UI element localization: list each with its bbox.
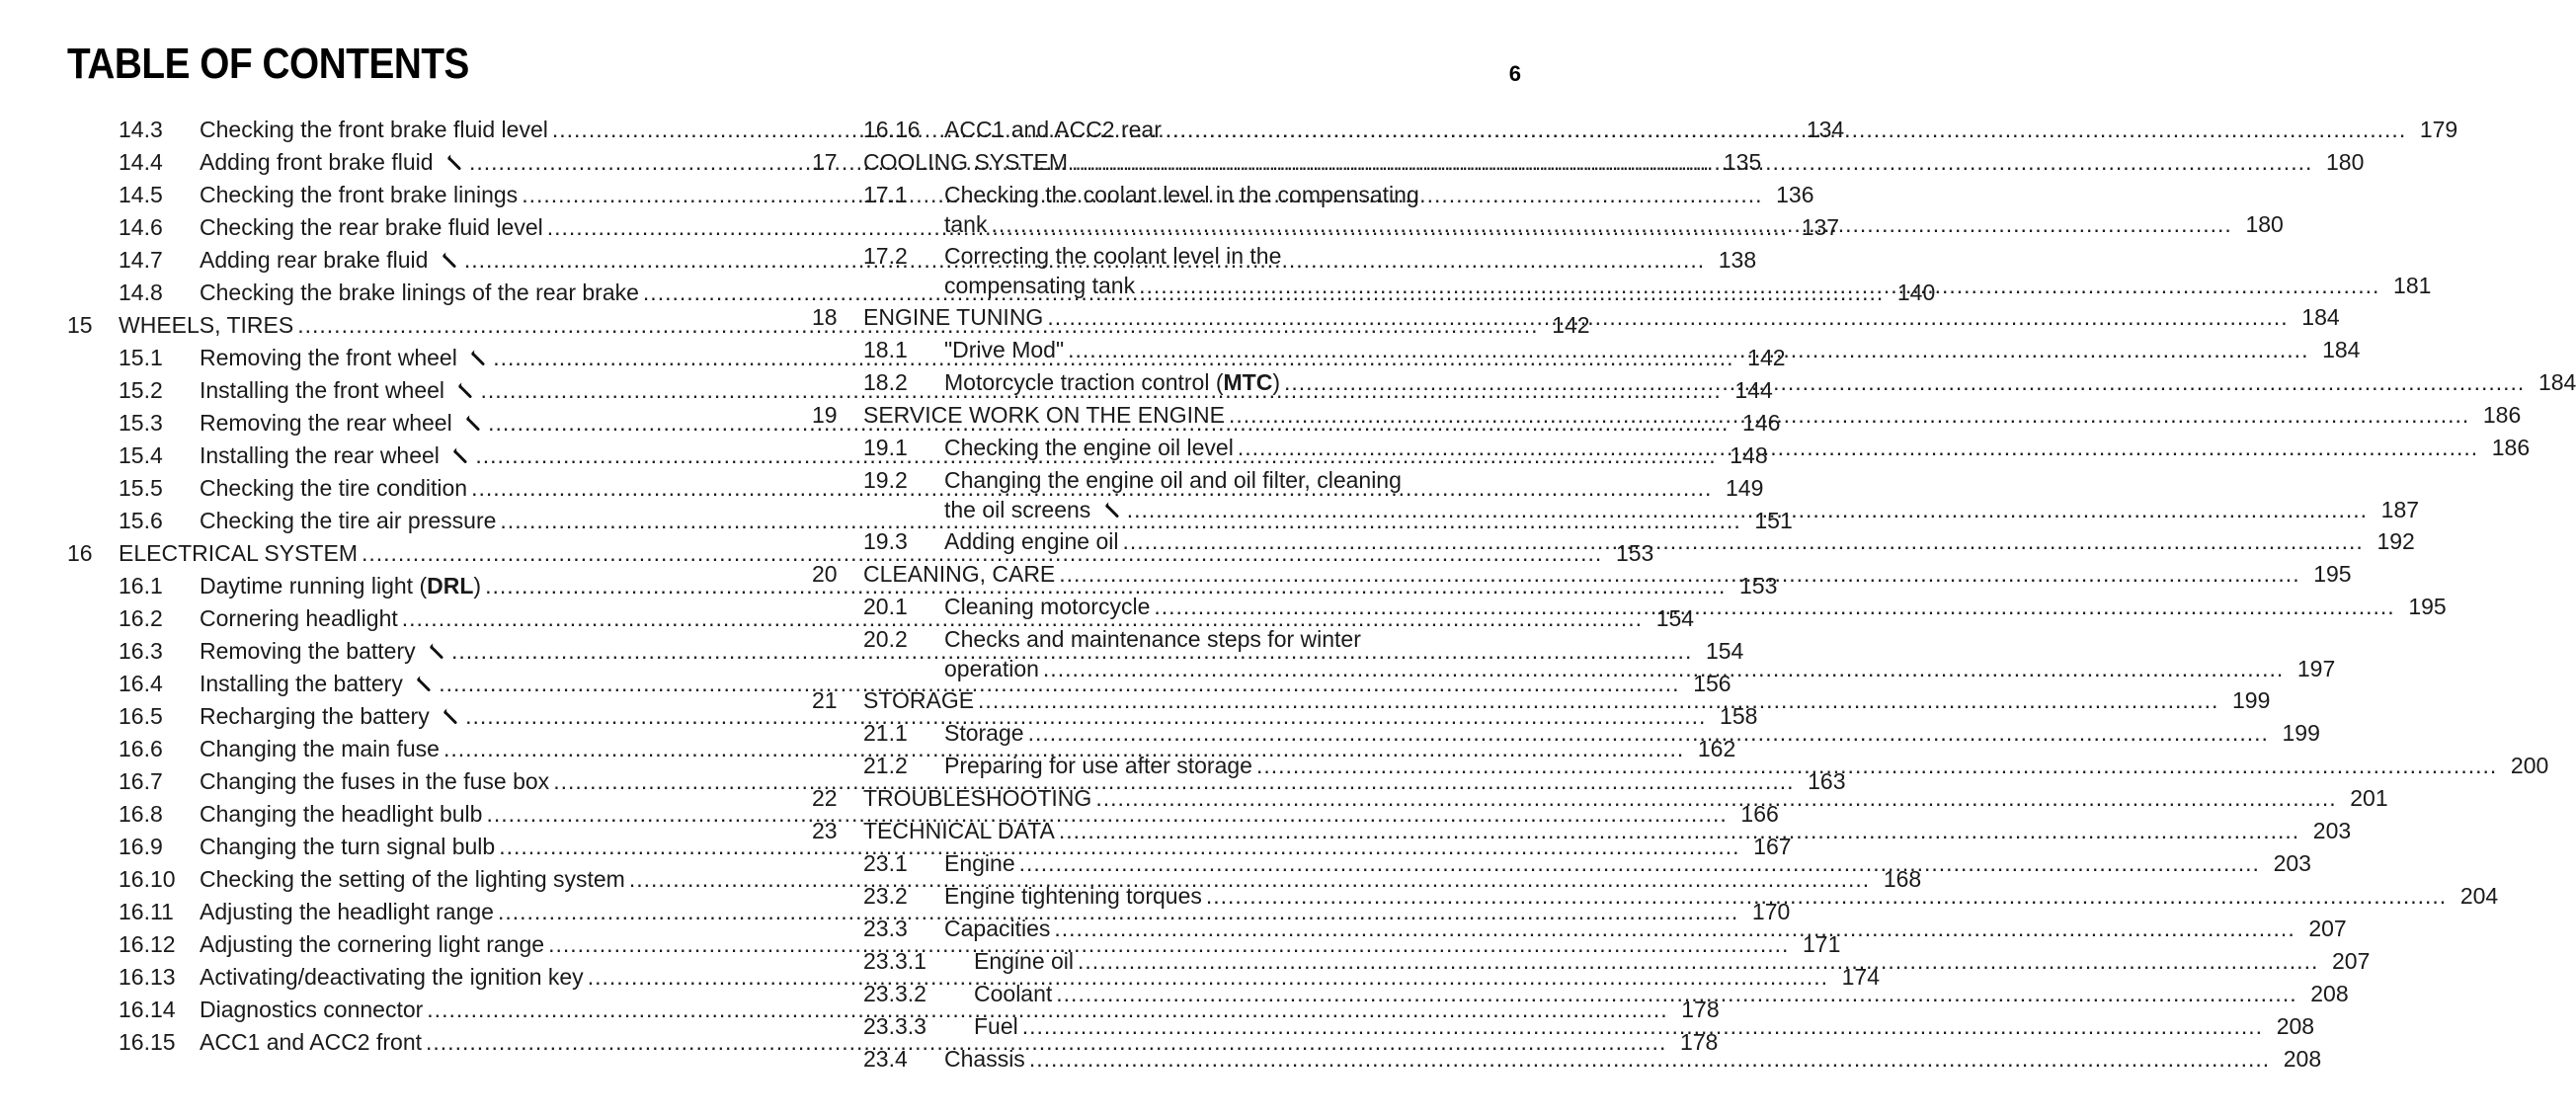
- entry-abbreviation: DRL: [427, 573, 474, 599]
- entry-number: 23.3: [863, 916, 908, 941]
- entry-page-number[interactable]: 158: [1720, 703, 1758, 729]
- entry-number: 20: [812, 561, 838, 587]
- entry-number: 15: [67, 312, 93, 338]
- leader-dots: [1166, 115, 2406, 144]
- entry-page-number[interactable]: 134: [1806, 117, 1845, 142]
- entry-title: COOLING SYSTEM: [863, 149, 1069, 175]
- entry-number: 23.2: [863, 883, 908, 909]
- entry-page-number[interactable]: 200: [2510, 753, 2549, 778]
- entry-page-number[interactable]: 186: [2482, 402, 2522, 428]
- entry-abbreviation: MTC: [1223, 369, 1273, 395]
- entry-title: Adding engine oil: [944, 528, 1119, 554]
- wrench-icon: [415, 675, 433, 692]
- entry-title: Storage: [944, 720, 1024, 746]
- entry-number: 17.2: [863, 243, 908, 269]
- leader-dots: [1059, 559, 2299, 589]
- entry-number: 14.7: [119, 247, 163, 273]
- leader-dots: [1095, 783, 2336, 813]
- entry-page-number[interactable]: 207: [2308, 916, 2347, 941]
- entry-number: 23.4: [863, 1046, 908, 1072]
- leader-dots: [1284, 367, 2525, 397]
- entry-title: TECHNICAL DATA: [863, 818, 1055, 843]
- entry-page-number[interactable]: 146: [1742, 410, 1781, 436]
- entry-title: CLEANING, CARE: [863, 561, 1056, 587]
- entry-title: Checking the engine oil level: [944, 435, 1234, 460]
- entry-number: 16.12: [119, 931, 176, 957]
- entry-title: ENGINE TUNING: [863, 304, 1044, 330]
- entry-title: Adjusting the cornering light range: [200, 931, 545, 957]
- entry-page-number[interactable]: 142: [1552, 312, 1590, 338]
- entry-page-number[interactable]: 201: [2350, 785, 2388, 811]
- entry-number: 16.7: [119, 768, 163, 794]
- entry-title: Checking the tire condition: [200, 475, 468, 501]
- entry-page-number[interactable]: 180: [2245, 211, 2284, 237]
- entry-page-number[interactable]: 153: [1615, 540, 1654, 566]
- entry-page-number[interactable]: 195: [2408, 594, 2447, 619]
- wrench-icon: [428, 642, 445, 660]
- entry-page-number[interactable]: 197: [2296, 656, 2336, 681]
- entry-number: 14.6: [119, 214, 163, 240]
- entry-number: 16: [67, 540, 93, 566]
- entry-page-number[interactable]: 204: [2459, 883, 2499, 909]
- wrench-icon: [441, 251, 458, 269]
- entry-title: compensating tank: [944, 273, 1136, 298]
- entry-number: 16.6: [119, 736, 163, 761]
- entry-number: 19: [812, 402, 838, 428]
- entry-page-number[interactable]: 156: [1693, 671, 1731, 696]
- entry-number: 15.1: [119, 345, 163, 370]
- leader-dots: [1029, 1044, 2270, 1074]
- entry-page-number[interactable]: 187: [2380, 497, 2420, 522]
- entry-title: Engine oil: [974, 948, 1075, 974]
- entry-page-number[interactable]: 140: [1896, 280, 1936, 305]
- entry-title: ACC1 and ACC2 rear: [944, 117, 1162, 142]
- entry-title: Changing the turn signal bulb: [200, 834, 496, 859]
- entry-number: 16.5: [119, 703, 163, 729]
- entry-title: Removing the front wheel: [200, 345, 457, 370]
- entry-page-number[interactable]: 163: [1808, 768, 1846, 794]
- entry-title: Fuel: [974, 1013, 1018, 1039]
- entry-page-number[interactable]: 181: [2393, 273, 2432, 298]
- entry-number: 17.1: [863, 182, 908, 207]
- entry-number: 16.10: [119, 866, 176, 892]
- entry-title: the oil screens: [944, 497, 1091, 522]
- wrench-icon: [445, 153, 463, 171]
- entry-page-number[interactable]: 138: [1718, 247, 1757, 273]
- entry-number: 21.2: [863, 753, 908, 778]
- entry-number: 17: [812, 149, 838, 175]
- entry-title: Installing the rear wheel: [200, 442, 440, 468]
- leader-dots: [1047, 302, 2288, 332]
- leader-dots: [1054, 914, 2294, 943]
- entry-number: 15.6: [119, 508, 163, 533]
- entry-page-number[interactable]: 208: [2310, 981, 2349, 1006]
- entry-title: Chassis: [944, 1046, 1025, 1072]
- entry-number: 22: [812, 785, 838, 811]
- leader-dots: [1139, 271, 2379, 300]
- entry-page-number[interactable]: 137: [1801, 214, 1840, 240]
- entry-title: Coolant: [974, 981, 1053, 1006]
- entry-number: 16.14: [119, 997, 176, 1022]
- entry-title-suffix: ): [473, 573, 482, 599]
- entry-title: Daytime running light (: [200, 573, 428, 599]
- entry-number: 16.8: [119, 801, 163, 827]
- entry-number: 16.16: [863, 117, 921, 142]
- entry-page-number[interactable]: 174: [1841, 964, 1881, 990]
- wrench-icon: [469, 349, 487, 366]
- entry-title: Motorcycle traction control (: [944, 369, 1224, 395]
- entry-page-number[interactable]: 162: [1697, 736, 1736, 761]
- entry-title: STORAGE: [863, 687, 975, 713]
- entry-page-number[interactable]: 179: [2419, 117, 2458, 142]
- entry-title: Changing the fuses in the fuse box: [200, 768, 550, 794]
- entry-title: Recharging the battery: [200, 703, 430, 729]
- wrench-icon: [1103, 501, 1121, 519]
- entry-title: Changing the main fuse: [200, 736, 440, 761]
- entry-title: Checking the front brake fluid level: [200, 117, 548, 142]
- leader-dots: [1022, 1011, 2263, 1041]
- entry-title: Engine: [944, 850, 1015, 876]
- toc-section[interactable]: [812, 1044, 2322, 1077]
- entry-number: 16.15: [119, 1029, 176, 1055]
- leader-dots: [1068, 335, 2308, 364]
- entry-number: 19.3: [863, 528, 908, 554]
- entry-page-number[interactable]: 166: [1740, 801, 1779, 827]
- entry-page-number[interactable]: 136: [1776, 182, 1814, 207]
- entry-title: Checking the brake linings of the rear brake: [200, 280, 639, 305]
- entry-number: 16.2: [119, 605, 163, 631]
- entry-number: 23.3.1: [863, 948, 926, 974]
- leader-dots: [978, 685, 2218, 715]
- entry-page-number[interactable]: 151: [1754, 508, 1793, 533]
- entry-title: Diagnostics connector: [200, 997, 424, 1022]
- leader-dots: [1028, 718, 2269, 748]
- entry-title: Adjusting the headlight range: [200, 899, 494, 924]
- entry-number: 19.2: [863, 467, 908, 493]
- entry-title: ACC1 and ACC2 front: [200, 1029, 423, 1055]
- entry-title: Checking the front brake linings: [200, 182, 519, 207]
- wrench-icon: [456, 381, 474, 399]
- entry-title: WHEELS, TIRES: [119, 312, 294, 338]
- entry-title: Adding rear brake fluid: [200, 247, 429, 273]
- leader-dots: [1078, 946, 2318, 976]
- entry-title: Checks and maintenance steps for winter: [944, 626, 1361, 652]
- entry-title: Activating/deactivating the ignition key: [200, 964, 584, 990]
- entry-number: 21: [812, 687, 838, 713]
- entry-page-number[interactable]: 207: [2331, 948, 2371, 974]
- entry-number: 16.3: [119, 638, 163, 664]
- entry-title: tank: [944, 211, 988, 237]
- entry-title: Removing the battery: [200, 638, 416, 664]
- entry-number: 19.1: [863, 435, 908, 460]
- leader-dots: [991, 209, 2231, 239]
- entry-title: Cornering headlight: [200, 605, 398, 631]
- leader-dots: [1206, 881, 2447, 911]
- entry-number: 21.1: [863, 720, 908, 746]
- entry-page-number[interactable]: 192: [2376, 528, 2415, 554]
- entry-title: Cleaning motorcycle: [944, 594, 1151, 619]
- entry-page-number[interactable]: 208: [2276, 1013, 2315, 1039]
- entry-page-number[interactable]: 168: [1883, 866, 1922, 892]
- entry-title: Changing the engine oil and oil filter, cleaning: [944, 467, 1402, 493]
- entry-page-number[interactable]: 180: [2326, 149, 2365, 175]
- entry-title: SERVICE WORK ON THE ENGINE: [863, 402, 1225, 428]
- wrench-icon: [451, 446, 469, 464]
- entry-number: 20.2: [863, 626, 908, 652]
- entry-number: 23: [812, 818, 838, 843]
- entry-number: 15.5: [119, 475, 163, 501]
- entry-number: 23.3.2: [863, 981, 926, 1006]
- entry-number: 16.4: [119, 671, 163, 696]
- entry-page-number[interactable]: 195: [2313, 561, 2352, 587]
- entry-title: Engine tightening torques: [944, 883, 1202, 909]
- entry-page-number[interactable]: 142: [1747, 345, 1786, 370]
- entry-title: Checking the rear brake fluid level: [200, 214, 543, 240]
- entry-page-number[interactable]: 208: [2283, 1046, 2322, 1072]
- entry-page-number[interactable]: 184: [2322, 337, 2361, 362]
- entry-title: Checking the setting of the lighting system: [200, 866, 625, 892]
- entry-number: 15.3: [119, 410, 163, 436]
- entry-title-suffix: ): [1272, 369, 1280, 395]
- leader-dots: [1238, 433, 2478, 462]
- entry-number: 20.1: [863, 594, 908, 619]
- entry-number: 18.1: [863, 337, 908, 362]
- entry-title: Checking the tire air pressure: [200, 508, 497, 533]
- entry-number: 23.3.3: [863, 1013, 926, 1039]
- entry-page-number[interactable]: 154: [1655, 605, 1695, 631]
- entry-number: 15.4: [119, 442, 163, 468]
- entry-page-number[interactable]: 203: [2273, 850, 2311, 876]
- leader-dots: [1072, 147, 2312, 177]
- wrench-icon: [442, 707, 459, 725]
- leader-dots: [1059, 816, 2299, 845]
- entry-number: 16.9: [119, 834, 163, 859]
- entry-number: 14.8: [119, 280, 163, 305]
- leader-dots: [1056, 979, 2296, 1008]
- entry-number: 18.2: [863, 369, 908, 395]
- leader-dots: [1154, 592, 2394, 621]
- page-number: 6: [1508, 61, 1521, 86]
- entry-number: 18: [812, 304, 838, 330]
- entry-page-number[interactable]: 184: [2301, 304, 2340, 330]
- entry-number: 16.1: [119, 573, 163, 599]
- entry-page-number[interactable]: 203: [2312, 818, 2352, 843]
- wrench-icon: [464, 414, 482, 432]
- entry-title: Correcting the coolant level in the: [944, 243, 1282, 269]
- entry-title: operation: [944, 656, 1039, 681]
- entry-title: Removing the rear wheel: [200, 410, 452, 436]
- page-title: TABLE OF CONTENTS: [67, 40, 469, 88]
- entry-page-number[interactable]: 154: [1705, 638, 1744, 664]
- entry-page-number[interactable]: 170: [1751, 899, 1791, 924]
- leader-dots: [1122, 526, 2363, 556]
- entry-number: 14.4: [119, 149, 163, 175]
- entry-page-number[interactable]: 186: [2491, 435, 2531, 460]
- entry-page-number[interactable]: 171: [1803, 931, 1841, 957]
- entry-number: 16.11: [119, 899, 174, 924]
- entry-title: Checking the coolant level in the compensating: [944, 182, 1419, 207]
- entry-title: Preparing for use after storage: [944, 753, 1252, 778]
- entry-title: "Drive Mod": [944, 337, 1065, 362]
- entry-page-number[interactable]: 153: [1739, 573, 1778, 599]
- entry-page-number[interactable]: 135: [1723, 149, 1762, 175]
- entry-number: 15.2: [119, 377, 163, 403]
- entry-page-number[interactable]: 149: [1726, 475, 1764, 501]
- entry-page-number[interactable]: 178: [1681, 997, 1720, 1022]
- entry-number: 14.5: [119, 182, 163, 207]
- leader-dots: [1019, 848, 2260, 878]
- entry-number: 14.3: [119, 117, 163, 142]
- entry-page-number[interactable]: 178: [1679, 1029, 1719, 1055]
- entry-page-number[interactable]: 148: [1730, 442, 1768, 468]
- entry-title: Changing the headlight bulb: [200, 801, 483, 827]
- entry-page-number[interactable]: 184: [2537, 369, 2576, 395]
- entry-title: Adding front brake fluid: [200, 149, 434, 175]
- leader-dots: [1043, 654, 2284, 683]
- entry-title: Installing the battery: [200, 671, 403, 696]
- entry-page-number[interactable]: 144: [1734, 377, 1773, 403]
- entry-page-number[interactable]: 167: [1753, 834, 1792, 859]
- entry-title: Capacities: [944, 916, 1051, 941]
- leader-dots: [1127, 495, 2368, 524]
- entry-page-number[interactable]: 199: [2232, 687, 2271, 713]
- entry-page-number[interactable]: 199: [2282, 720, 2320, 746]
- entry-title: Installing the front wheel: [200, 377, 445, 403]
- entry-title: ELECTRICAL SYSTEM: [119, 540, 358, 566]
- leader-dots: [1229, 400, 2469, 430]
- leader-dots: [1256, 751, 2497, 780]
- entry-title: TROUBLESHOOTING: [863, 785, 1092, 811]
- entry-number: 23.1: [863, 850, 908, 876]
- entry-number: 16.13: [119, 964, 176, 990]
